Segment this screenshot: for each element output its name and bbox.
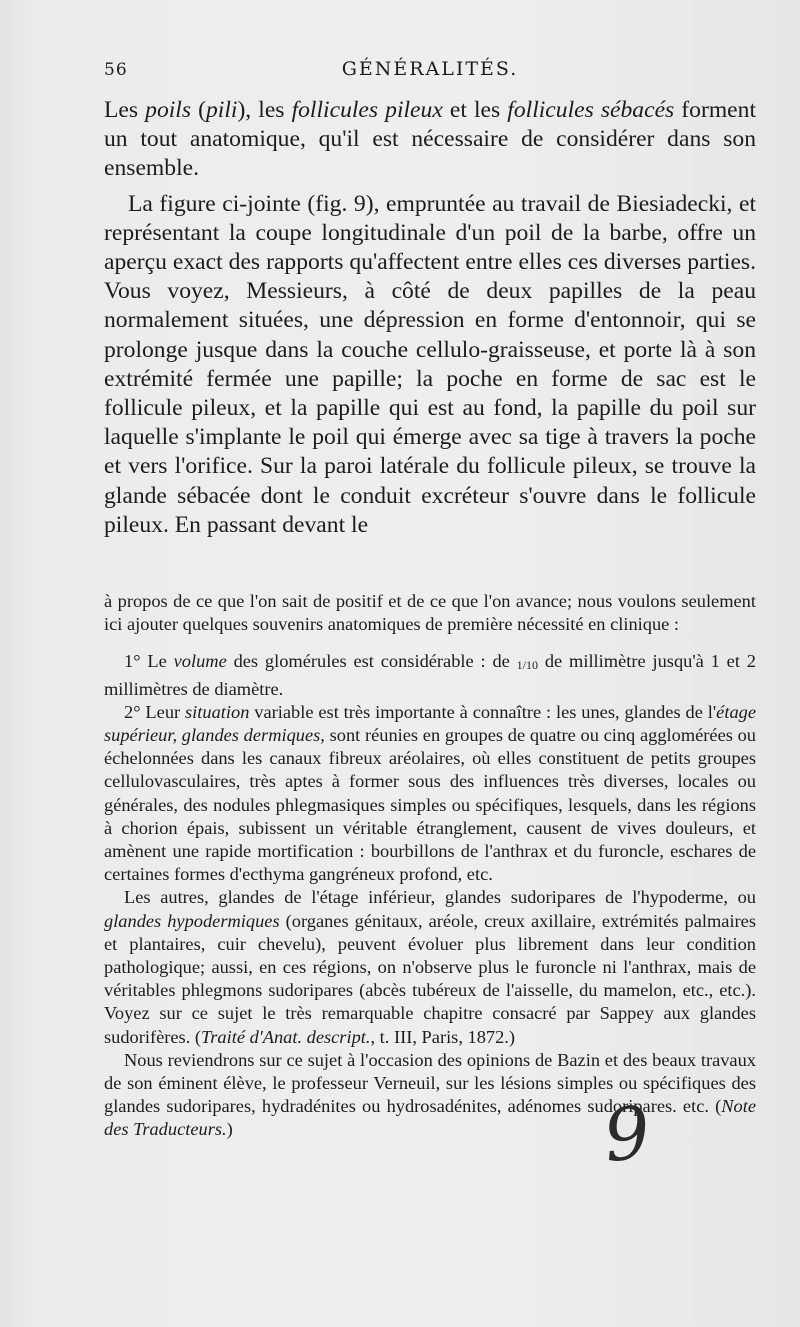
text-run: Les autres, glandes de l'étage inférieur, glandes sudoripares de l'hypoderme, ou: [124, 887, 756, 908]
text-run: (: [191, 97, 206, 123]
text-run: et les: [442, 97, 508, 123]
italic-term: glandes hypodermiques: [104, 910, 280, 931]
text-run: ): [226, 1119, 233, 1140]
handwritten-figure-mark: 9: [599, 1089, 655, 1179]
text-run: des glomérules est considérable : de: [226, 651, 517, 672]
footnote-paragraph-2: [104, 650, 756, 700]
fraction: 1/10: [516, 658, 538, 673]
text-run: 2° Leur: [124, 701, 186, 722]
footnote-paragraph-3: [104, 701, 756, 887]
italic-term: situation: [185, 701, 250, 722]
paragraph-2: La figure ci-jointe (fig. 9), empruntée au travail de Biesiadecki, et représentant la coupe longitudinale d'un poil de la barbe, offre un aperçu exact des rapports qu'affectent entre elles ces diverses parties. Vous voyez, Messieurs, à côté de deux papilles de la peau normalement situées, une dépression en forme d'entonnoir, qui se prolonge jusque dans la couche cellulo-graisseuse, et porte là à son extrémité fermée une papille; la poche en forme de sac est le follicule pileux, et la papille qui est au fond, la papille du poil sur laquelle s'implante le poil qui émerge avec sa tige à travers la poche et vers l'orifice. Sur la paroi latérale du follicule pileux, se trouve la glande sébacée dont le conduit excréteur s'ouvre dans le follicule pileux. En passant devant le: [104, 190, 756, 538]
footnote: [104, 590, 756, 1142]
italic-term: Traité d'Anat. descript.: [201, 1026, 371, 1047]
text-run: ), les: [237, 97, 292, 123]
italic-term: étage supérieur, glandes dermiques,: [104, 701, 756, 746]
text-run: 1° Le: [124, 651, 174, 672]
italic-term: volume: [173, 651, 227, 672]
text-run: variable est très importante à connaître : les unes, glandes de l': [249, 701, 717, 722]
italic-term: Note des Traducteurs.: [104, 1096, 756, 1140]
text-run: , t. III, Paris, 1872.): [370, 1026, 516, 1047]
italic-term: follicules sébacés: [507, 97, 675, 123]
text-run: (organes génitaux, aréole, creux axillaire, extrémités palmaires et plantaires, cuir chevelu), peuvent évoluer plus librement dans leur condition pathologique; aussi, en ces régions, on n'observe plus le furoncle ni l'anthrax, mais de véritables phlegmons sudoripares (abcès tubéreux de l'aisselle, du mamelon, etc., etc.). Voyez sur ce sujet le très remarquable chapitre consacré par Sappey aux glandes sudorifères. (: [104, 910, 756, 1047]
footnote-paragraph-1: à propos de ce que l'on sait de positif et de ce que l'on avance; nous voulons seulement ici ajouter quelques souvenirs anatomiques de première nécessité en clinique :: [104, 591, 756, 635]
text-run: de millimètre jusqu'à 1 et 2 millimètres de diamètre.: [104, 651, 756, 699]
text-run: Les: [104, 97, 146, 123]
footnote-paragraph-5: [104, 1049, 756, 1142]
italic-term: follicules pileux: [291, 97, 443, 123]
page-header: [104, 58, 756, 88]
running-head: GÉNÉRALITÉS.: [341, 58, 519, 80]
page-number: 56: [104, 60, 128, 80]
italic-term: poils: [145, 97, 192, 123]
footnote-paragraph-4: [104, 886, 756, 1048]
text-run: Nous reviendrons sur ce sujet à l'occasion des opinions de Bazin et des beaux travaux de son éminent élève, le professeur Verneuil, sur les lésions simples ou spécifiques des glandes sudoripares, hydradénites ou hydrosadénites, adénomes sudoripares. etc. (: [104, 1049, 756, 1117]
paragraph-1: [104, 96, 756, 184]
text-run: sont réunies en groupes de quatre ou cinq agglomérées ou échelonnées dans les canaux fibreux aréolaires, où elles constituent de petits groupes cellulovasculaires, très aptes à former sous des influences très diverses, locales ou générales, des nodules phlegmasiques simples ou spécifiques, lesquels, dans les régions à chorion épais, subissent un véritable étranglement, causent de vives douleurs, et amènent une rapide mortification : bourbillons de l'anthrax et du furoncle, eschares de certaines formes d'ecthyma gangréneux profond, etc.: [104, 725, 756, 885]
text-run: forment un tout anatomique, qu'il est nécessaire de considérer dans son ensemble.: [104, 97, 756, 182]
italic-term: pili: [205, 97, 238, 123]
main-text: [104, 96, 756, 540]
